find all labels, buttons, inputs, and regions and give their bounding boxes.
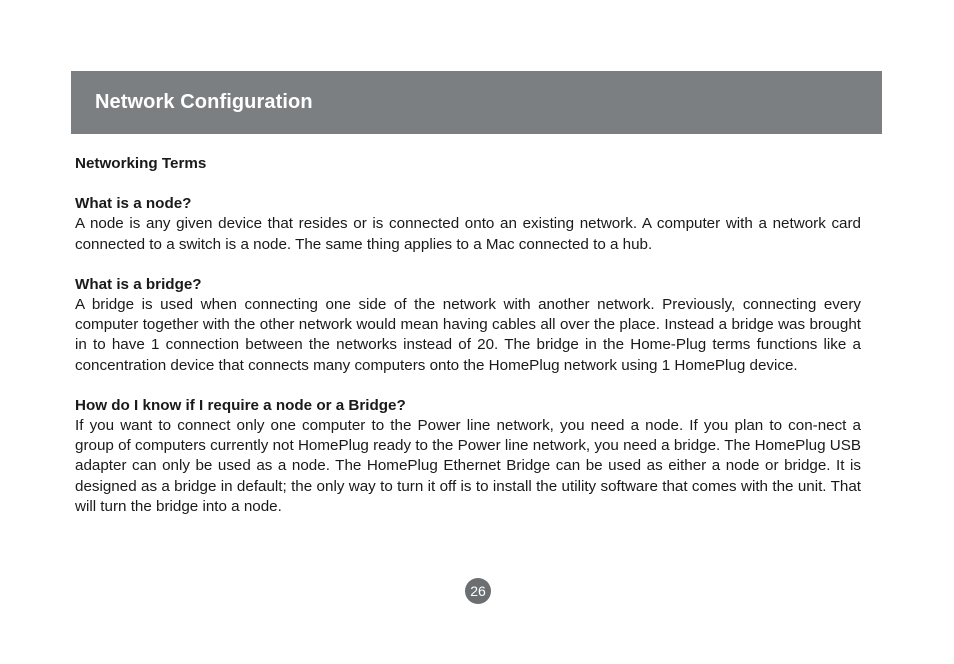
page-number-badge: 26 xyxy=(465,578,491,604)
answer-node-or-bridge: If you want to connect only one computer to the Power line network, you need a node. If you plan to con-nect a group of computers currently not HomePlug ready to the Power line network, you need a bridge. The HomePlug USB adapter can only be used as a node. The HomePlug Ethernet Bridge can be used as either a node or bridge. It is designed as a bridge in default; the only way to turn it off is to install the utility software that comes with the unit. That will turn the bridge into a node. xyxy=(75,417,861,515)
qa-node xyxy=(75,194,861,255)
main-content xyxy=(75,154,861,537)
question-node-or-bridge: How do I know if I require a node or a Bridge? xyxy=(75,396,406,414)
qa-bridge xyxy=(75,275,861,376)
answer-bridge: A bridge is used when connecting one side of the network with another network. Previously, connecting every computer together with the other network would mean having cables all over the place. Instead a bridge was brought in to have 1 connection between the networks instead of 20. The bridge in the Home-Plug terms functions like a concentration device that connects many computers onto the HomePlug network using 1 HomePlug device. xyxy=(75,296,861,374)
question-bridge: What is a bridge? xyxy=(75,275,202,293)
answer-node: A node is any given device that resides or is connected onto an existing network. A computer with a network card connected to a switch is a node. The same thing applies to a Mac connected to a hub. xyxy=(75,215,861,253)
question-node: What is a node? xyxy=(75,195,192,213)
section-heading: Networking Terms xyxy=(75,155,207,172)
header-bar xyxy=(71,71,882,134)
qa-node-or-bridge xyxy=(75,396,861,517)
page-title: Network Configuration xyxy=(95,91,313,113)
